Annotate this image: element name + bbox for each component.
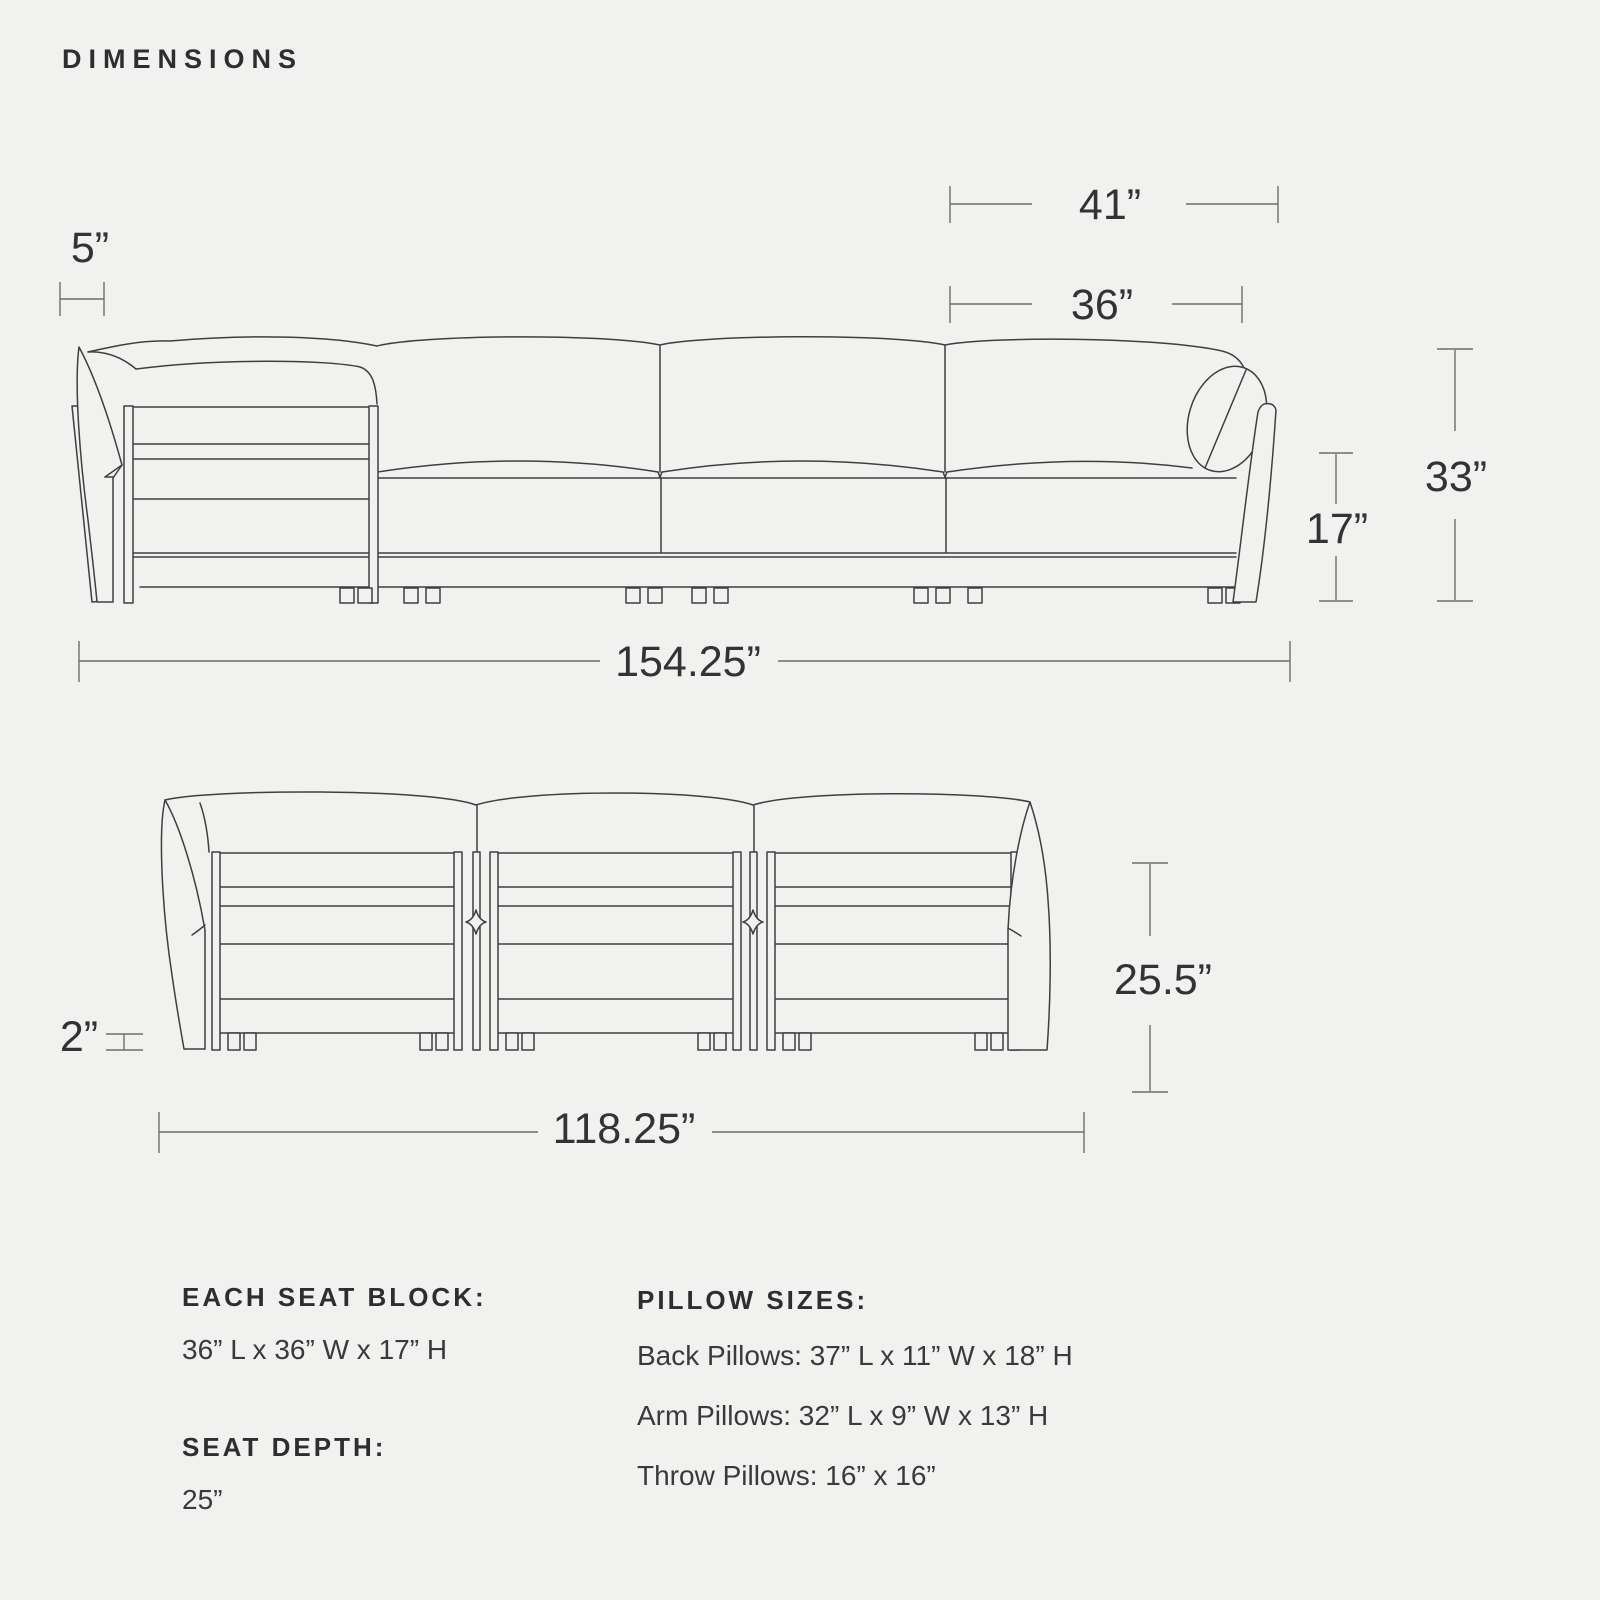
dim-seat-plus-arm-width [950, 181, 1278, 229]
dim-overall-depth-label: 118.25” [552, 1105, 696, 1153]
cushion-seams [378, 346, 1192, 552]
back-pillows-spec: Back Pillows: 37” L x 11” W x 18” H [637, 1340, 1073, 1371]
junction-post [473, 852, 480, 1050]
dim-seat-width [950, 281, 1242, 329]
dim-leg-height-label: 2” [59, 1013, 99, 1061]
corner-frame-post [369, 406, 378, 603]
dim-overall-depth [159, 1105, 1084, 1153]
dim-overall-length-label: 154.25” [615, 638, 761, 686]
dim-seat-height [1306, 453, 1368, 601]
arm-pillows-spec: Arm Pillows: 32” L x 9” W x 13” H [637, 1400, 1049, 1431]
cushion-cusp [743, 910, 763, 934]
junction-post [750, 852, 757, 1050]
frame-block [490, 852, 741, 1050]
corner-frame-rails [124, 407, 378, 499]
throw-pillows-spec: Throw Pillows: 16” x 16” [637, 1460, 936, 1491]
back-silhouette [165, 792, 1030, 805]
dim-back-height-label: 25.5” [1113, 956, 1213, 1004]
side-view-drawing [72, 337, 1280, 603]
back-left-arm [161, 800, 205, 1049]
seat-depth-value: 25” [182, 1484, 223, 1515]
seat-block-heading: EACH SEAT BLOCK: [182, 1282, 487, 1312]
dim-overall-height-label: 33” [1424, 453, 1488, 501]
side-view-legs [340, 588, 1240, 603]
dim-arm-width [60, 224, 109, 316]
seat-block-value: 36” L x 36” W x 17” H [182, 1334, 448, 1365]
left-arm [77, 347, 122, 602]
dim-arm-width-label: 5” [70, 224, 110, 272]
corner-pillow-edge [136, 361, 377, 404]
back-right-arm [1008, 802, 1050, 1050]
dim-seat-width-label: 36” [1070, 281, 1134, 329]
dim-overall-length [79, 638, 1290, 686]
back-pillows-silhouette [88, 337, 1244, 368]
dim-seat-height-label: 17” [1305, 505, 1369, 553]
cushion-cusp [466, 910, 486, 934]
frame-block [212, 852, 462, 1050]
corner-frame-post [124, 406, 133, 603]
page-title: DIMENSIONS [62, 44, 304, 74]
dim-back-height [1114, 863, 1212, 1092]
pillow-sizes-heading: PILLOW SIZES: [637, 1285, 869, 1315]
back-view-drawing [161, 792, 1050, 1050]
dim-overall-height [1425, 349, 1487, 601]
seat-depth-heading: SEAT DEPTH: [182, 1432, 387, 1462]
dim-seat-plus-arm-label: 41” [1078, 181, 1142, 229]
dim-leg-height [60, 1013, 143, 1061]
frame-block [767, 852, 1019, 1050]
